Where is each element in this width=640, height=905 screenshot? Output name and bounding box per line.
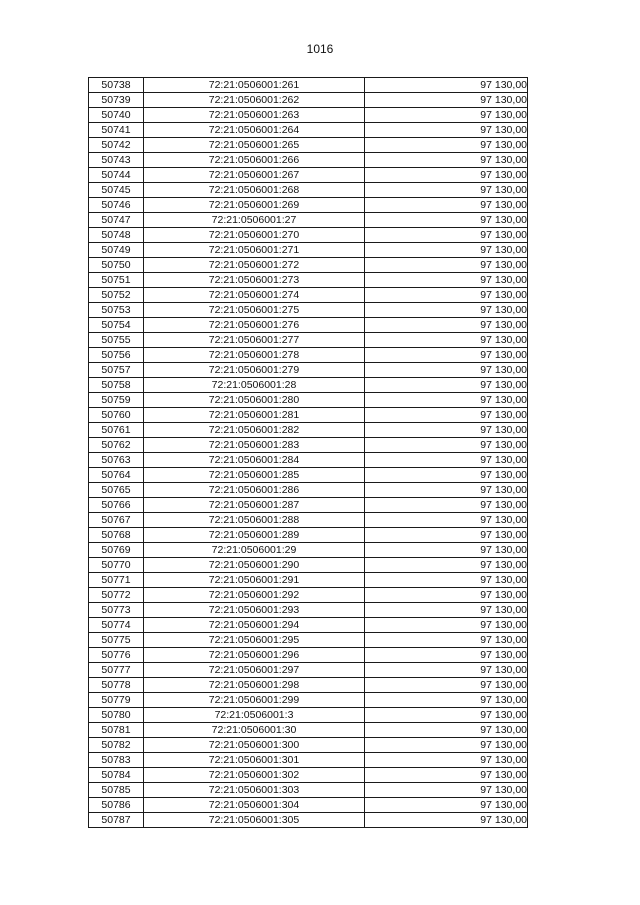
row-number-cell: 50747	[89, 213, 144, 228]
table-row	[89, 273, 528, 288]
row-number-cell: 50755	[89, 333, 144, 348]
cadastral-value-cell: 97 130,00	[365, 543, 528, 558]
cadastral-number-cell: 72:21:0506001:288	[144, 513, 365, 528]
table-body	[89, 78, 528, 828]
cadastral-value-cell: 97 130,00	[365, 228, 528, 243]
cadastral-value-cell: 97 130,00	[365, 153, 528, 168]
cadastral-number-cell: 72:21:0506001:264	[144, 123, 365, 138]
row-number-cell: 50780	[89, 708, 144, 723]
table-row	[89, 573, 528, 588]
cadastral-number-cell: 72:21:0506001:263	[144, 108, 365, 123]
row-number-cell: 50756	[89, 348, 144, 363]
table-row	[89, 303, 528, 318]
cadastral-value-cell: 97 130,00	[365, 93, 528, 108]
row-number-cell: 50765	[89, 483, 144, 498]
cadastral-number-cell: 72:21:0506001:268	[144, 183, 365, 198]
table-row	[89, 78, 528, 93]
row-number-cell: 50770	[89, 558, 144, 573]
cadastral-value-cell: 97 130,00	[365, 483, 528, 498]
row-number-cell: 50769	[89, 543, 144, 558]
cadastral-value-cell: 97 130,00	[365, 663, 528, 678]
cadastral-value-cell: 97 130,00	[365, 678, 528, 693]
row-number-cell: 50778	[89, 678, 144, 693]
table-row	[89, 453, 528, 468]
cadastral-number-cell: 72:21:0506001:294	[144, 618, 365, 633]
table-row	[89, 693, 528, 708]
table-row	[89, 318, 528, 333]
cadastral-value-cell: 97 130,00	[365, 303, 528, 318]
table-row	[89, 153, 528, 168]
cadastral-value-cell: 97 130,00	[365, 333, 528, 348]
cadastral-number-cell: 72:21:0506001:270	[144, 228, 365, 243]
cadastral-value-cell: 97 130,00	[365, 618, 528, 633]
cadastral-value-cell: 97 130,00	[365, 513, 528, 528]
cadastral-value-cell: 97 130,00	[365, 213, 528, 228]
row-number-cell: 50777	[89, 663, 144, 678]
row-number-cell: 50751	[89, 273, 144, 288]
cadastral-number-cell: 72:21:0506001:286	[144, 483, 365, 498]
table-row	[89, 768, 528, 783]
table-row	[89, 483, 528, 498]
table-row	[89, 783, 528, 798]
cadastral-value-cell: 97 130,00	[365, 693, 528, 708]
cadastral-number-cell: 72:21:0506001:295	[144, 633, 365, 648]
cadastral-value-cell: 97 130,00	[365, 183, 528, 198]
cadastral-value-cell: 97 130,00	[365, 798, 528, 813]
cadastral-number-cell: 72:21:0506001:275	[144, 303, 365, 318]
row-number-cell: 50787	[89, 813, 144, 828]
row-number-cell: 50760	[89, 408, 144, 423]
cadastral-number-cell: 72:21:0506001:29	[144, 543, 365, 558]
row-number-cell: 50779	[89, 693, 144, 708]
table-row	[89, 618, 528, 633]
cadastral-number-cell: 72:21:0506001:261	[144, 78, 365, 93]
row-number-cell: 50775	[89, 633, 144, 648]
row-number-cell: 50764	[89, 468, 144, 483]
cadastral-value-cell: 97 130,00	[365, 243, 528, 258]
cadastral-number-cell: 72:21:0506001:290	[144, 558, 365, 573]
row-number-cell: 50752	[89, 288, 144, 303]
table-row	[89, 678, 528, 693]
cadastral-number-cell: 72:21:0506001:285	[144, 468, 365, 483]
cadastral-value-cell: 97 130,00	[365, 783, 528, 798]
row-number-cell: 50782	[89, 738, 144, 753]
table-row	[89, 708, 528, 723]
table-row	[89, 588, 528, 603]
table-row	[89, 168, 528, 183]
cadastral-value-cell: 97 130,00	[365, 78, 528, 93]
row-number-cell: 50766	[89, 498, 144, 513]
row-number-cell: 50768	[89, 528, 144, 543]
cadastral-number-cell: 72:21:0506001:296	[144, 648, 365, 663]
table-row	[89, 213, 528, 228]
cadastral-value-cell: 97 130,00	[365, 258, 528, 273]
cadastral-value-cell: 97 130,00	[365, 108, 528, 123]
table-row	[89, 393, 528, 408]
cadastral-value-cell: 97 130,00	[365, 198, 528, 213]
cadastral-value-cell: 97 130,00	[365, 723, 528, 738]
cadastral-value-cell: 97 130,00	[365, 288, 528, 303]
cadastral-number-cell: 72:21:0506001:269	[144, 198, 365, 213]
table-row	[89, 183, 528, 198]
table-row	[89, 633, 528, 648]
cadastral-number-cell: 72:21:0506001:27	[144, 213, 365, 228]
cadastral-number-cell: 72:21:0506001:291	[144, 573, 365, 588]
cadastral-number-cell: 72:21:0506001:3	[144, 708, 365, 723]
row-number-cell: 50753	[89, 303, 144, 318]
cadastral-number-cell: 72:21:0506001:274	[144, 288, 365, 303]
cadastral-number-cell: 72:21:0506001:304	[144, 798, 365, 813]
row-number-cell: 50754	[89, 318, 144, 333]
row-number-cell: 50740	[89, 108, 144, 123]
row-number-cell: 50757	[89, 363, 144, 378]
cadastral-number-cell: 72:21:0506001:300	[144, 738, 365, 753]
row-number-cell: 50748	[89, 228, 144, 243]
cadastral-number-cell: 72:21:0506001:278	[144, 348, 365, 363]
row-number-cell: 50745	[89, 183, 144, 198]
cadastral-number-cell: 72:21:0506001:271	[144, 243, 365, 258]
table-row	[89, 498, 528, 513]
cadastral-value-cell: 97 130,00	[365, 648, 528, 663]
cadastral-value-cell: 97 130,00	[365, 633, 528, 648]
row-number-cell: 50767	[89, 513, 144, 528]
cadastral-value-cell: 97 130,00	[365, 123, 528, 138]
cadastral-value-cell: 97 130,00	[365, 813, 528, 828]
cadastral-value-cell: 97 130,00	[365, 423, 528, 438]
cadastral-number-cell: 72:21:0506001:299	[144, 693, 365, 708]
cadastral-value-cell: 97 130,00	[365, 738, 528, 753]
page-number: 1016	[306, 42, 334, 56]
table-row	[89, 513, 528, 528]
row-number-cell: 50774	[89, 618, 144, 633]
cadastral-number-cell: 72:21:0506001:265	[144, 138, 365, 153]
row-number-cell: 50776	[89, 648, 144, 663]
cadastral-value-cell: 97 130,00	[365, 768, 528, 783]
cadastral-value-cell: 97 130,00	[365, 318, 528, 333]
table-row	[89, 468, 528, 483]
cadastral-value-cell: 97 130,00	[365, 273, 528, 288]
cadastral-number-cell: 72:21:0506001:282	[144, 423, 365, 438]
row-number-cell: 50762	[89, 438, 144, 453]
cadastral-number-cell: 72:21:0506001:301	[144, 753, 365, 768]
cadastral-number-cell: 72:21:0506001:280	[144, 393, 365, 408]
cadastral-value-cell: 97 130,00	[365, 573, 528, 588]
table-row	[89, 228, 528, 243]
table-row	[89, 558, 528, 573]
row-number-cell: 50739	[89, 93, 144, 108]
cadastral-number-cell: 72:21:0506001:302	[144, 768, 365, 783]
cadastral-number-cell: 72:21:0506001:267	[144, 168, 365, 183]
cadastral-number-cell: 72:21:0506001:281	[144, 408, 365, 423]
cadastral-value-cell: 97 130,00	[365, 468, 528, 483]
table-row	[89, 123, 528, 138]
cadastral-value-cell: 97 130,00	[365, 453, 528, 468]
cadastral-number-cell: 72:21:0506001:292	[144, 588, 365, 603]
table-row	[89, 198, 528, 213]
row-number-cell: 50784	[89, 768, 144, 783]
cadastral-number-cell: 72:21:0506001:289	[144, 528, 365, 543]
row-number-cell: 50743	[89, 153, 144, 168]
table-row	[89, 528, 528, 543]
table-row	[89, 93, 528, 108]
table-row	[89, 333, 528, 348]
cadastral-number-cell: 72:21:0506001:293	[144, 603, 365, 618]
cadastral-number-cell: 72:21:0506001:276	[144, 318, 365, 333]
cadastral-number-cell: 72:21:0506001:284	[144, 453, 365, 468]
cadastral-number-cell: 72:21:0506001:277	[144, 333, 365, 348]
row-number-cell: 50741	[89, 123, 144, 138]
cadastral-number-cell: 72:21:0506001:298	[144, 678, 365, 693]
row-number-cell: 50750	[89, 258, 144, 273]
row-number-cell: 50771	[89, 573, 144, 588]
cadastral-value-cell: 97 130,00	[365, 438, 528, 453]
table-row	[89, 603, 528, 618]
table-row	[89, 663, 528, 678]
row-number-cell: 50763	[89, 453, 144, 468]
cadastral-value-cell: 97 130,00	[365, 588, 528, 603]
table-row	[89, 288, 528, 303]
cadastral-value-cell: 97 130,00	[365, 498, 528, 513]
table-row	[89, 258, 528, 273]
cadastral-number-cell: 72:21:0506001:262	[144, 93, 365, 108]
row-number-cell: 50742	[89, 138, 144, 153]
row-number-cell: 50758	[89, 378, 144, 393]
cadastral-number-cell: 72:21:0506001:272	[144, 258, 365, 273]
cadastral-value-cell: 97 130,00	[365, 348, 528, 363]
table-row	[89, 348, 528, 363]
cadastral-value-table	[88, 77, 528, 828]
table-row	[89, 738, 528, 753]
cadastral-value-cell: 97 130,00	[365, 708, 528, 723]
cadastral-number-cell: 72:21:0506001:297	[144, 663, 365, 678]
cadastral-value-cell: 97 130,00	[365, 528, 528, 543]
table-row	[89, 108, 528, 123]
table-row	[89, 723, 528, 738]
row-number-cell: 50786	[89, 798, 144, 813]
cadastral-value-cell: 97 130,00	[365, 408, 528, 423]
row-number-cell: 50785	[89, 783, 144, 798]
cadastral-value-cell: 97 130,00	[365, 138, 528, 153]
row-number-cell: 50759	[89, 393, 144, 408]
cadastral-number-cell: 72:21:0506001:30	[144, 723, 365, 738]
cadastral-number-cell: 72:21:0506001:283	[144, 438, 365, 453]
cadastral-value-cell: 97 130,00	[365, 363, 528, 378]
cadastral-value-cell: 97 130,00	[365, 168, 528, 183]
cadastral-number-cell: 72:21:0506001:305	[144, 813, 365, 828]
table-row	[89, 423, 528, 438]
table-row	[89, 813, 528, 828]
row-number-cell: 50749	[89, 243, 144, 258]
table-row	[89, 363, 528, 378]
table-row	[89, 798, 528, 813]
cadastral-number-cell: 72:21:0506001:28	[144, 378, 365, 393]
table-row	[89, 138, 528, 153]
table-row	[89, 243, 528, 258]
cadastral-number-cell: 72:21:0506001:287	[144, 498, 365, 513]
cadastral-value-cell: 97 130,00	[365, 603, 528, 618]
table-row	[89, 648, 528, 663]
row-number-cell: 50772	[89, 588, 144, 603]
row-number-cell: 50746	[89, 198, 144, 213]
cadastral-value-cell: 97 130,00	[365, 378, 528, 393]
row-number-cell: 50773	[89, 603, 144, 618]
table-row	[89, 753, 528, 768]
row-number-cell: 50744	[89, 168, 144, 183]
cadastral-number-cell: 72:21:0506001:303	[144, 783, 365, 798]
row-number-cell: 50761	[89, 423, 144, 438]
cadastral-number-cell: 72:21:0506001:273	[144, 273, 365, 288]
cadastral-number-cell: 72:21:0506001:266	[144, 153, 365, 168]
table-row	[89, 408, 528, 423]
row-number-cell: 50783	[89, 753, 144, 768]
table-row	[89, 378, 528, 393]
table-row	[89, 543, 528, 558]
cadastral-value-cell: 97 130,00	[365, 393, 528, 408]
table-row	[89, 438, 528, 453]
row-number-cell: 50738	[89, 78, 144, 93]
cadastral-value-cell: 97 130,00	[365, 753, 528, 768]
cadastral-value-cell: 97 130,00	[365, 558, 528, 573]
row-number-cell: 50781	[89, 723, 144, 738]
cadastral-number-cell: 72:21:0506001:279	[144, 363, 365, 378]
